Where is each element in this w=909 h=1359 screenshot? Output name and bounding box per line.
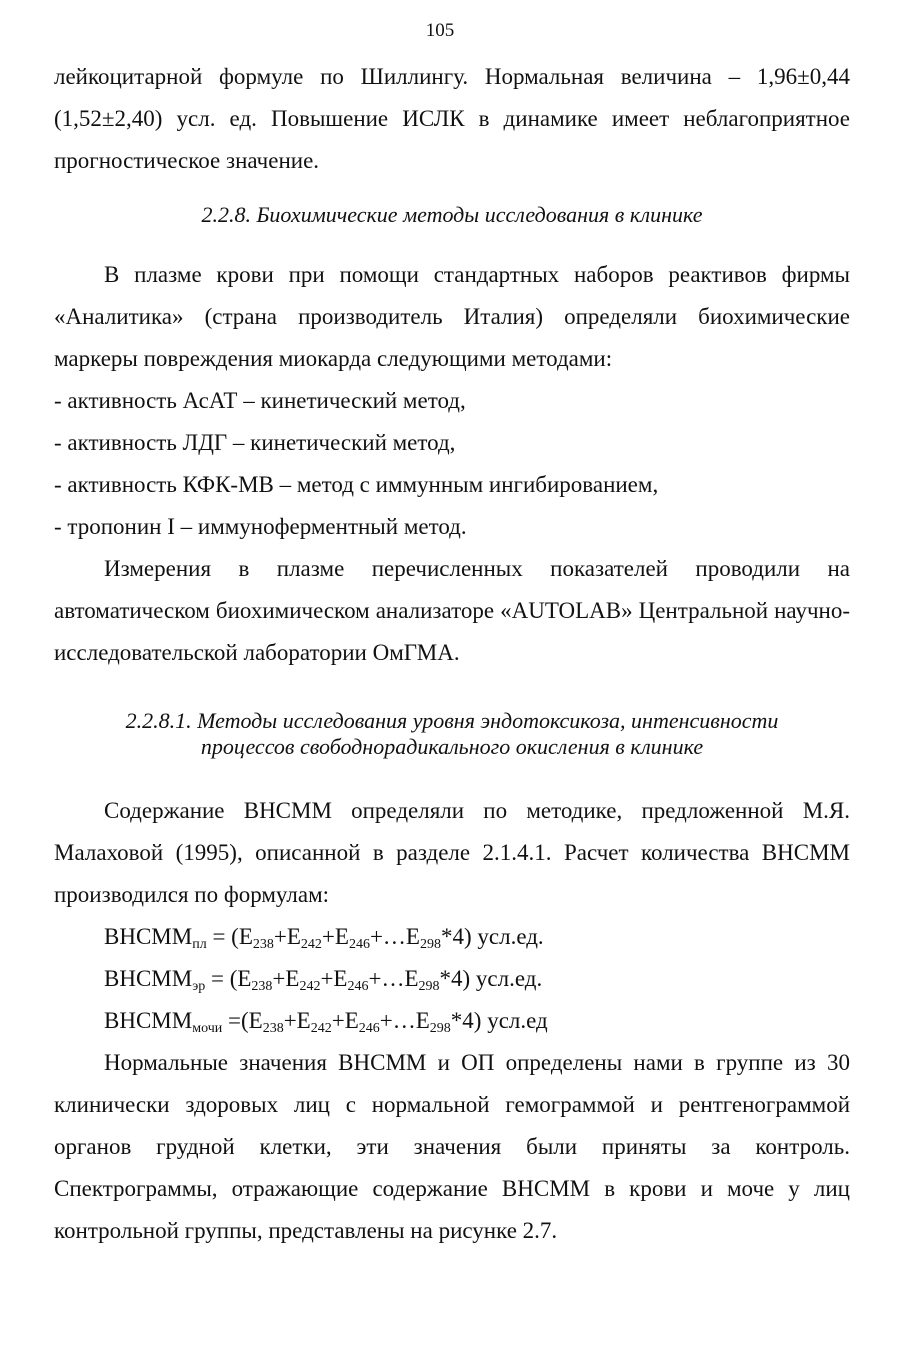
subsection-heading-line-2: процессов свободнорадикального окисления в клинике: [200, 734, 704, 759]
normal-values-paragraph: Нормальные значения ВНСММ и ОП определены нами в группе из 30 клинически здоровых лиц с нормальной гемограммой и рентгенограммой органов грудной клетки, эти значения были приняты за контроль. Спектрограммы, отражающие содержание ВНСММ в крови и моче у лиц контрольной группы, представлены на рисунке 2.7.: [54, 1050, 850, 1243]
methods-list: [54, 380, 850, 548]
formula-plasma: $ВНСММ_{пл}$ = $(E_{238}+E_{242}+E_{246}+\dots E_{298}*4)$ усл.ед.: [104, 924, 544, 952]
subsection-heading-line-1: 2.2.8.1. Методы исследования уровня эндотоксикоза, интенсивности: [125, 708, 779, 733]
list-item: - активность КФК-МВ – метод с иммунным ингибированием,: [54, 472, 659, 497]
vnsmm-paragraph: Содержание ВНСММ определяли по методике, предложенной М.Я. Малаховой (1995), описанной в разделе 2.1.4.1. Расчет количества ВНСММ производился по формулам:: [54, 798, 850, 907]
list-item: - активность АсАТ – кинетический метод,: [54, 388, 466, 413]
list-item: - тропонин I – иммуноферментный метод.: [54, 514, 467, 539]
section-paragraph: В плазме крови при помощи стандартных наборов реактивов фирмы «Аналитика» (страна производитель Италия) определяли биохимические маркеры повреждения миокарда следующими методами:: [54, 262, 850, 371]
page-content: [54, 56, 850, 1252]
formula-name: ВНСММ: [104, 966, 193, 991]
formula-suffix: мочи: [192, 1021, 223, 1036]
formula-suffix: пл: [192, 937, 207, 952]
section-heading: 2.2.8. Биохимические методы исследования в клинике: [201, 202, 703, 227]
formula-urine: $ВНСММ_{мочи}$ $=(E_{238}+E_{242}+E_{246}+\dots E_{298}*4)$ усл.ед: [104, 1008, 548, 1036]
formula-name: ВНСММ: [104, 1008, 193, 1033]
list-item: - активность ЛДГ – кинетический метод,: [54, 430, 456, 455]
intro-paragraph: лейкоцитарной формуле по Шиллингу. Нормальная величина – 1,96±0,44 (1,52±2,40) усл. ед. Повышение ИСЛК в динамике имеет неблагоприятное прогностическое значение.: [54, 64, 850, 173]
page-number: 105: [425, 20, 455, 41]
formula-block: [54, 916, 850, 1042]
formula-suffix: эр: [192, 979, 206, 994]
formula-erythrocytes: $ВНСММ_{эр}$ = $(E_{238}+E_{242}+E_{246}+\dots E_{298}*4)$ усл.ед.: [104, 966, 543, 994]
measurement-paragraph: Измерения в плазме перечисленных показателей проводили на автоматическом биохимическом анализаторе «AUTOLAB» Центральной научно-исследовательской лаборатории ОмГМА.: [54, 556, 850, 665]
subsection-heading: [54, 708, 850, 760]
formula-name: ВНСММ: [104, 924, 193, 949]
